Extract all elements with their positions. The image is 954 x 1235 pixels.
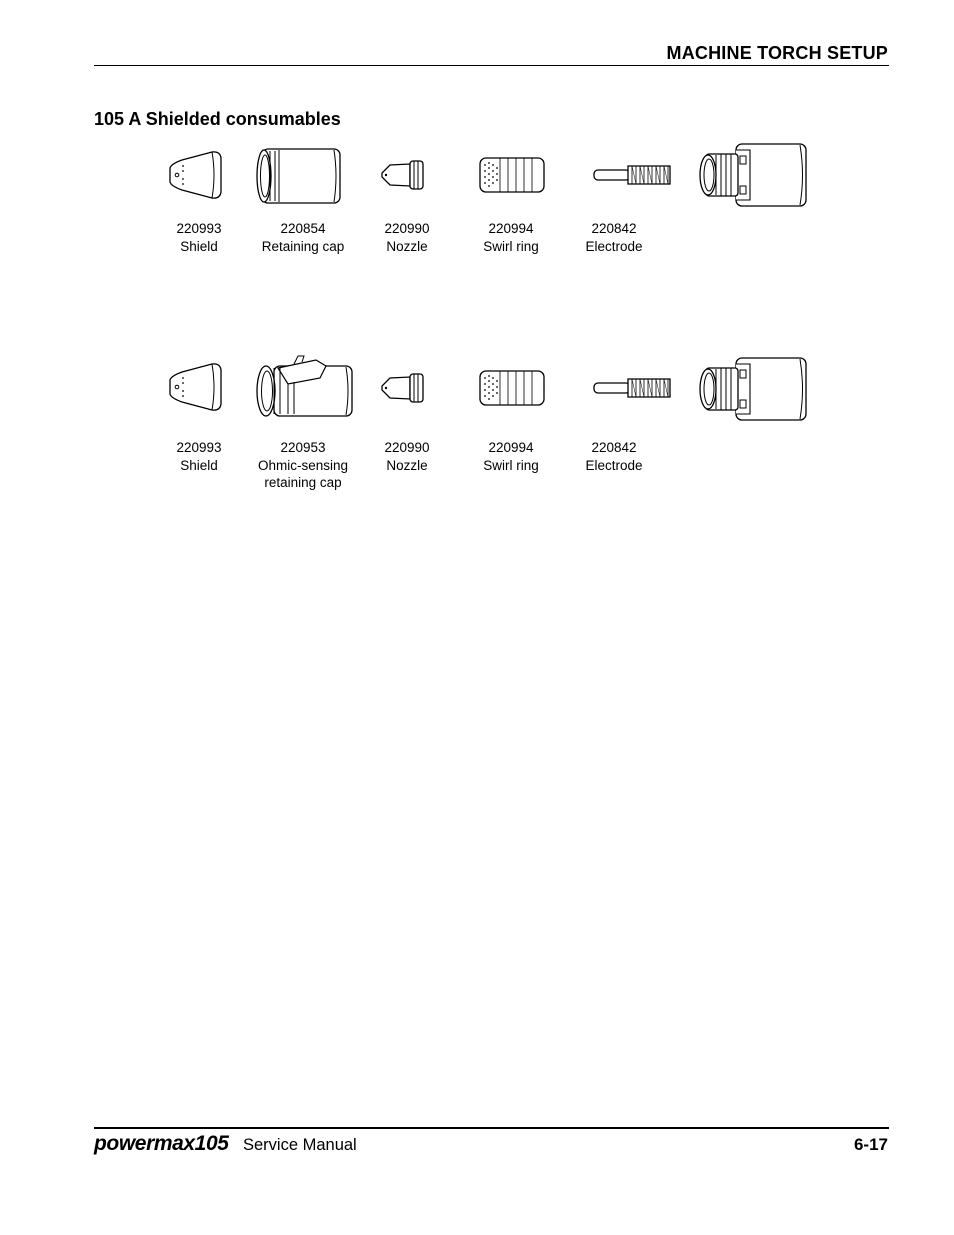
part-name: Nozzle [386, 457, 428, 473]
section-title: 105 A Shielded consumables [94, 109, 341, 129]
torch-assembly-illustration [696, 356, 808, 422]
part-caption [554, 439, 674, 474]
part-caption [554, 220, 674, 255]
part-name: Nozzle [386, 238, 428, 254]
nozzle-illustration [380, 158, 426, 192]
footer-rule [94, 1127, 889, 1129]
part-caption [451, 439, 571, 474]
part-number: 220953 [280, 440, 326, 455]
part-number: 220990 [384, 440, 430, 455]
header-title: MACHINE TORCH SETUP [666, 43, 888, 63]
part-name: Retaining cap [261, 238, 345, 254]
part-name: Electrode [585, 457, 643, 473]
part-name: Shield [180, 238, 218, 254]
part-number: 220993 [176, 221, 222, 236]
part-caption [451, 220, 571, 255]
part-name: Shield [180, 457, 218, 473]
page-number: 6-17 [853, 1135, 888, 1154]
ohmic-retaining-cap-illustration [254, 354, 354, 418]
part-caption [243, 220, 363, 255]
part-number: 220842 [591, 440, 637, 455]
swirl-ring-illustration [478, 368, 546, 408]
electrode-illustration [592, 374, 674, 402]
part-caption [347, 220, 467, 255]
nozzle-illustration [380, 371, 426, 405]
part-name: Swirl ring [483, 457, 539, 473]
shield-illustration [168, 360, 226, 414]
part-caption [347, 439, 467, 474]
part-name-line-2: retaining cap [264, 475, 342, 490]
part-number: 220993 [176, 440, 222, 455]
retaining-cap-illustration [254, 147, 342, 205]
header-rule [94, 65, 889, 66]
part-name: Ohmic-sensing [257, 457, 349, 473]
part-name: Electrode [585, 238, 643, 254]
shield-illustration [168, 148, 226, 202]
part-caption [139, 220, 259, 255]
part-number: 220842 [591, 221, 637, 236]
part-caption [243, 439, 363, 492]
manual-title: Service Manual [243, 1136, 357, 1154]
part-number: 220994 [488, 221, 534, 236]
part-number: 220994 [488, 440, 534, 455]
part-name: Swirl ring [483, 238, 539, 254]
electrode-illustration [592, 161, 674, 189]
swirl-ring-illustration [478, 155, 546, 195]
torch-assembly-illustration [696, 142, 808, 208]
part-number: 220990 [384, 221, 430, 236]
part-number: 220854 [280, 221, 326, 236]
part-caption [139, 439, 259, 474]
brand-logo: powermax105 [94, 1132, 229, 1155]
